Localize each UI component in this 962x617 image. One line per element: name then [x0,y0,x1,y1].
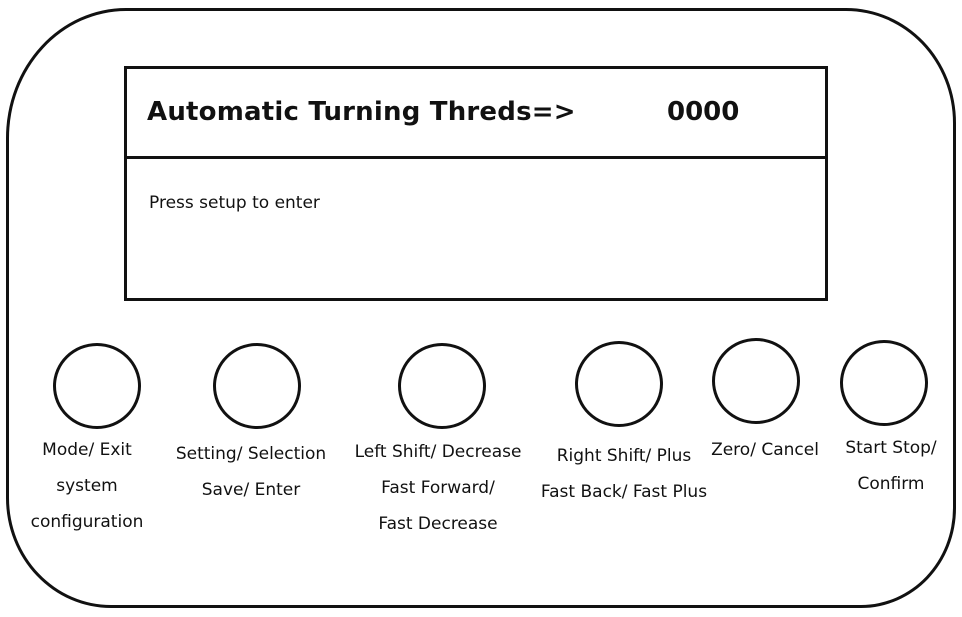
mode-exit-label-line-1: Mode/ Exit [42,440,132,460]
mode-exit-button[interactable] [53,343,141,429]
display-header [127,69,825,159]
right-shift-plus-label [521,438,727,510]
left-shift-decrease-label-line-3: Fast Decrease [378,514,498,534]
display-message: Press setup to enter [149,193,320,213]
start-stop-confirm-label [832,430,950,502]
setting-selection-label-line-2: Save/ Enter [201,480,301,500]
mode-exit-label-line-2: system [56,476,118,496]
left-shift-decrease-label-line-1: Left Shift/ Decrease [354,442,522,462]
start-stop-confirm-button[interactable] [840,340,928,426]
left-shift-decrease-label [338,434,538,542]
right-shift-plus-label-line-1: Right Shift/ Plus [556,446,692,466]
setting-selection-label-line-1: Setting/ Selection [175,444,327,464]
setting-selection-button[interactable] [213,343,301,429]
lcd-display [124,66,828,301]
start-stop-confirm-label-line-2: Confirm [857,474,925,494]
right-shift-plus-button[interactable] [575,341,663,427]
right-shift-plus-label-line-2: Fast Back/ Fast Plus [540,482,708,502]
mode-exit-label [7,432,167,540]
zero-cancel-label-line-1: Zero/ Cancel [711,440,819,460]
left-shift-decrease-label-line-2: Fast Forward/ [381,478,495,498]
display-title: Automatic Turning Threds=> [147,97,576,127]
start-stop-confirm-label-line-1: Start Stop/ [845,438,937,458]
zero-cancel-label [700,432,830,468]
zero-cancel-button[interactable] [712,338,800,424]
mode-exit-label-line-3: configuration [30,512,144,532]
left-shift-decrease-button[interactable] [398,343,486,429]
display-value: 0000 [667,97,740,127]
setting-selection-label [159,436,343,508]
